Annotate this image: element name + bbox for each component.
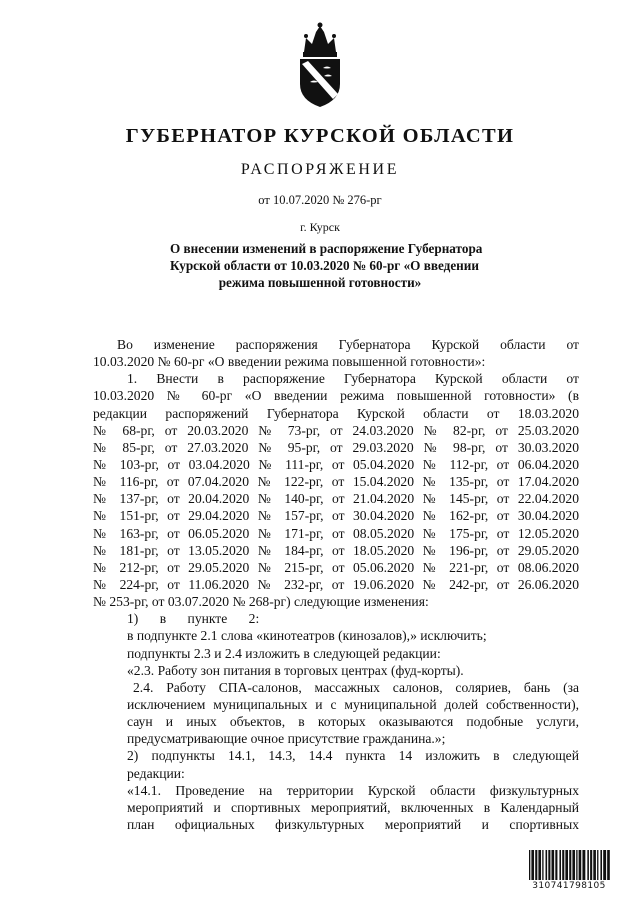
body-line: № 151-рг, от 29.04.2020 № 157-рг, от 30.04.2020 № 162-рг, от 30.04.2020: [93, 508, 579, 524]
body-line: № 137-рг, от 20.04.2020 № 140-рг, от 21.04.2020 № 145-рг, от 22.04.2020: [93, 491, 579, 507]
body-line: редакции:: [127, 765, 185, 781]
body-line: редакции распоряжений Губернатора Курской области от 18.03.2020: [93, 405, 579, 421]
subject-line: О внесении изменений в распоряжение Губернатора: [170, 241, 483, 256]
subject-line: режима повышенной готовности»: [218, 275, 422, 290]
body-line: 2) подпункты 14.1, 14.3, 14.4 пункта 14 изложить в следующей: [127, 748, 579, 764]
body-line: предусматривающие очное присутствие гражданина.»;: [127, 731, 446, 747]
body-line: подпункты 2.3 и 2.4 изложить в следующей редакции:: [127, 645, 441, 661]
body-line: 1. Внести в распоряжение Губернатора Курской области от: [127, 371, 579, 387]
body-line: исключением муниципальных и с муниципальной долей собственности),: [127, 696, 579, 712]
body-line: № 224-рг, от 11.06.2020 № 232-рг, от 19.06.2020 № 242-рг, от 26.06.2020: [93, 576, 579, 592]
body-line: № 253-рг, от 03.07.2020 № 268-рг) следующие изменения:: [93, 594, 429, 610]
document-barcode: [523, 850, 615, 894]
document-type: РАСПОРЯЖЕНИЕ: [240, 161, 400, 178]
body-line: № 181-рг, от 13.05.2020 № 184-рг, от 18.05.2020 № 196-рг, от 29.05.2020: [93, 542, 579, 558]
body-line: «14.1. Проведение на территории Курской области физкультурных: [127, 782, 579, 798]
body-line: 1) в пункте 2:: [127, 611, 260, 627]
body-line: № 85-рг, от 27.03.2020 № 95-рг, от 29.03.2020 № 98-рг, от 30.03.2020: [93, 439, 579, 455]
body-line: № 68-рг, от 20.03.2020 № 73-рг, от 24.03.2020 № 82-рг, от 25.03.2020: [93, 422, 579, 438]
subject-line: Курской области от 10.03.2020 № 60-рг «О введении: [170, 258, 479, 273]
body-line: № 116-рг, от 07.04.2020 № 122-рг, от 15.04.2020 № 135-рг, от 17.04.2020: [93, 474, 579, 490]
body-line: план официальных физкультурных мероприятий и спортивных: [127, 816, 579, 832]
body-line: № 103-рг, от 03.04.2020 № 111-рг, от 05.04.2020 № 112-рг, от 06.04.2020: [93, 456, 579, 472]
document-body: [93, 336, 579, 833]
body-line: 10.03.2020 № 60-рг «О введении режима повышенной готовности» (в: [93, 388, 579, 404]
body-line: № 163-рг, от 06.05.2020 № 171-рг, от 08.05.2020 № 175-рг, от 12.05.2020: [93, 525, 579, 541]
document-number: от 10.07.2020 № 276-рг: [258, 193, 382, 207]
barcode-number: 310741798105: [532, 881, 606, 891]
body-line: мероприятий и спортивных мероприятий, включенных в Календарный: [127, 799, 579, 815]
body-line: саун и иных объектов, в которых оказываются подобные услуги,: [127, 714, 579, 730]
document-subject: [170, 240, 483, 291]
body-line: № 212-рг, от 29.05.2020 № 215-рг, от 05.06.2020 № 221-рг, от 08.06.2020: [93, 559, 579, 575]
document-city: г. Курск: [300, 220, 340, 234]
governor-title: ГУБЕРНАТОР КУРСКОЙ ОБЛАСТИ: [125, 125, 515, 147]
barcode-icon: [529, 850, 611, 880]
coat-of-arms-icon: [290, 22, 350, 108]
body-line: «2.3. Работу зон питания в торговых центрах (фуд-корты).: [127, 662, 464, 678]
body-line: в подпункте 2.1 слова «кинотеатров (кинозалов),» исключить;: [127, 628, 487, 644]
body-line: 10.03.2020 № 60-рг «О введении режима повышенной готовности»:: [93, 354, 486, 370]
body-line: 2.4. Работу СПА-салонов, массажных салонов, соляриев, бань (за: [133, 679, 579, 695]
body-line: Во изменение распоряжения Губернатора Курской области от: [117, 337, 579, 352]
